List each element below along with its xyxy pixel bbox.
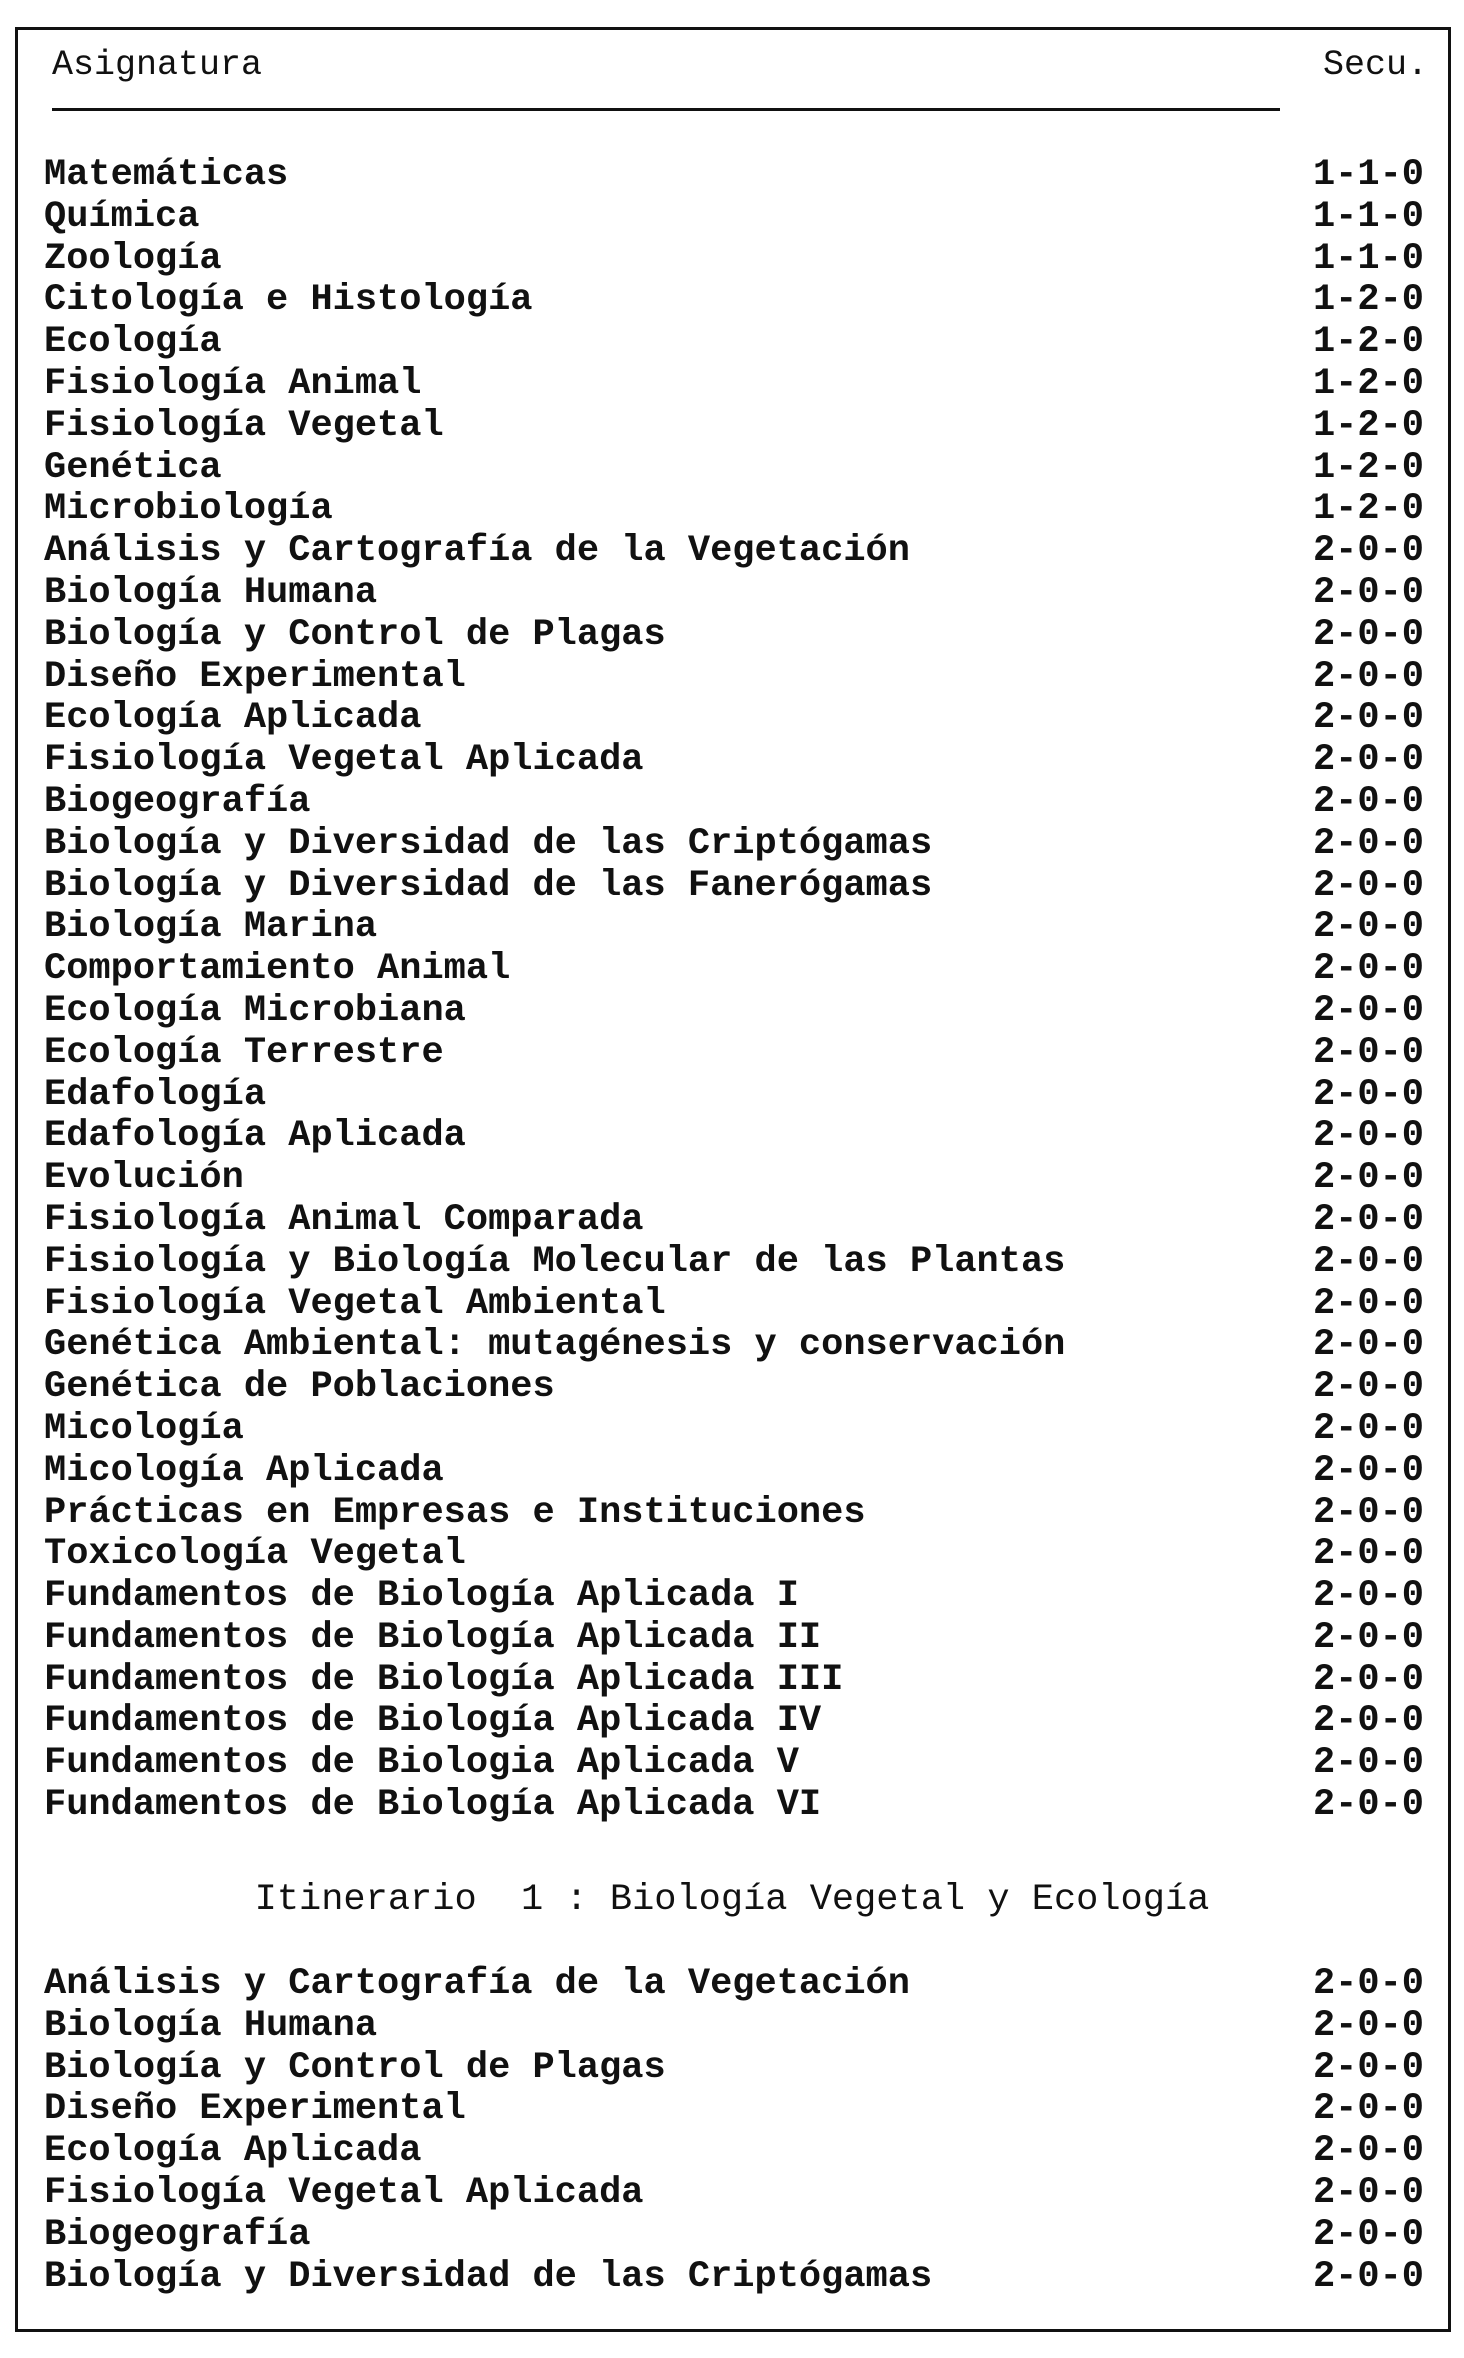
course-row	[44, 1743, 1424, 1785]
course-sequence-code: 2-0-0	[1312, 948, 1424, 991]
course-row	[44, 364, 1424, 406]
course-row	[44, 740, 1424, 782]
course-sequence-code: 2-0-0	[1312, 1575, 1424, 1618]
course-name: Zoología	[44, 237, 222, 280]
course-row	[44, 155, 1424, 197]
course-name: Fisiología Vegetal	[44, 404, 444, 447]
course-name: Evolución	[44, 1157, 244, 1200]
course-sequence-code: 2-0-0	[1312, 2255, 1424, 2298]
course-row	[44, 907, 1424, 949]
course-name: Ecología Terrestre	[44, 1031, 444, 1074]
course-row	[44, 1964, 1424, 2006]
course-row	[44, 1534, 1424, 1576]
course-name: Fisiología Animal Comparada	[44, 1198, 644, 1241]
course-name: Biología y Control de Plagas	[44, 613, 666, 656]
course-name: Fundamentos de Biología Aplicada III	[44, 1658, 844, 1701]
course-row	[44, 1200, 1424, 1242]
course-sequence-code: 2-0-0	[1312, 1784, 1424, 1827]
course-name: Biología y Control de Plagas	[44, 2046, 666, 2089]
course-sequence-code: 2-0-0	[1312, 530, 1424, 573]
course-sequence-code: 2-0-0	[1312, 697, 1424, 740]
course-name: Ecología Microbiana	[44, 989, 466, 1032]
course-sequence-code: 2-0-0	[1312, 1616, 1424, 1659]
course-name: Biología Marina	[44, 906, 378, 949]
course-name: Microbiología	[44, 488, 333, 531]
course-name: Fundamentos de Biologia Aplicada V	[44, 1742, 799, 1785]
course-sequence-code: 2-0-0	[1312, 1963, 1424, 2005]
course-row	[44, 991, 1424, 1033]
course-row	[44, 1367, 1424, 1409]
course-row	[44, 782, 1424, 824]
course-sequence-code: 2-0-0	[1312, 1533, 1424, 1576]
course-row	[44, 698, 1424, 740]
course-row	[44, 531, 1424, 573]
course-sequence-code: 1-2-0	[1312, 321, 1424, 364]
course-name: Citología e Histología	[44, 279, 533, 322]
course-name: Fundamentos de Biología Aplicada I	[44, 1575, 799, 1618]
course-sequence-code: 2-0-0	[1312, 2130, 1424, 2173]
course-sequence-code: 1-2-0	[1312, 446, 1424, 489]
course-row	[44, 573, 1424, 615]
course-sequence-code: 2-0-0	[1312, 1073, 1424, 1116]
course-row	[44, 1116, 1424, 1158]
course-sequence-code: 1-1-0	[1312, 237, 1424, 280]
course-sequence-code: 2-0-0	[1312, 1658, 1424, 1701]
course-sequence-code: 2-0-0	[1312, 1407, 1424, 1450]
course-name: Fisiología Vegetal Aplicada	[44, 739, 644, 782]
course-sequence-code: 2-0-0	[1312, 613, 1424, 656]
course-row	[44, 1075, 1424, 1117]
course-row	[44, 1284, 1424, 1326]
course-row	[44, 280, 1424, 322]
course-name: Comportamiento Animal	[44, 948, 511, 991]
course-row	[44, 1325, 1424, 1367]
course-row	[44, 2173, 1424, 2215]
course-name: Toxicología Vegetal	[44, 1533, 466, 1576]
course-sequence-code: 2-0-0	[1312, 1240, 1424, 1283]
course-sequence-code: 2-0-0	[1312, 1491, 1424, 1534]
course-row	[44, 2257, 1424, 2299]
course-name: Micología	[44, 1407, 244, 1450]
course-sequence-code: 2-0-0	[1312, 1282, 1424, 1325]
course-row	[44, 2048, 1424, 2090]
course-sequence-code: 2-0-0	[1312, 1031, 1424, 1074]
course-row	[44, 1785, 1424, 1827]
course-row	[44, 448, 1424, 490]
course-row	[44, 1242, 1424, 1284]
course-name: Fisiología Vegetal Ambiental	[44, 1282, 666, 1325]
course-name: Edafología	[44, 1073, 267, 1116]
course-sequence-code: 2-0-0	[1312, 2213, 1424, 2256]
sequence-column-header: Secu.	[1322, 45, 1428, 85]
course-row	[44, 406, 1424, 448]
course-sequence-code: 1-2-0	[1312, 488, 1424, 531]
course-row	[44, 1660, 1424, 1702]
course-sequence-code: 2-0-0	[1312, 1449, 1424, 1492]
course-sequence-code: 2-0-0	[1312, 989, 1424, 1032]
course-sequence-code: 2-0-0	[1312, 1157, 1424, 1200]
course-row	[44, 615, 1424, 657]
course-name: Diseño Experimental	[44, 2088, 466, 2131]
course-name: Ecología	[44, 321, 222, 364]
course-row	[44, 1409, 1424, 1451]
course-name: Genética de Poblaciones	[44, 1366, 555, 1409]
course-name: Fundamentos de Biología Aplicada II	[44, 1616, 822, 1659]
course-row	[44, 2131, 1424, 2173]
course-sequence-code: 2-0-0	[1312, 780, 1424, 823]
course-row	[44, 1493, 1424, 1535]
course-name: Biología y Diversidad de las Criptógamas	[44, 822, 933, 865]
course-name: Micología Aplicada	[44, 1449, 444, 1492]
course-row	[44, 866, 1424, 908]
course-sequence-code: 2-0-0	[1312, 1198, 1424, 1241]
course-name: Ecología Aplicada	[44, 697, 422, 740]
course-sequence-code: 2-0-0	[1312, 739, 1424, 782]
course-name: Análisis y Cartografía de la Vegetación	[44, 530, 910, 573]
course-name: Fisiología Animal	[44, 362, 422, 405]
course-row	[44, 1451, 1424, 1493]
course-name: Química	[44, 195, 200, 238]
course-name: Genética	[44, 446, 222, 489]
course-name: Fisiología Vegetal Aplicada	[44, 2171, 644, 2214]
course-row	[44, 1033, 1424, 1075]
course-name: Biología Humana	[44, 2004, 378, 2047]
course-sequence-code: 2-0-0	[1312, 1700, 1424, 1743]
course-name: Ecología Aplicada	[44, 2130, 422, 2173]
course-name: Fisiología y Biología Molecular de las Plantas	[44, 1240, 1066, 1283]
course-sequence-code: 2-0-0	[1312, 1366, 1424, 1409]
course-row	[44, 322, 1424, 364]
course-name: Biogeografía	[44, 2213, 311, 2256]
course-sequence-code: 1-2-0	[1312, 404, 1424, 447]
itinerary-title: Itinerario 1 : Biología Vegetal y Ecología	[254, 1879, 1210, 1921]
course-row	[44, 2215, 1424, 2257]
course-sequence-code: 1-1-0	[1312, 195, 1424, 238]
subject-column-header: Asignatura	[52, 45, 263, 85]
header-rule	[52, 108, 1280, 111]
course-sequence-code: 1-2-0	[1312, 279, 1424, 322]
course-sequence-code: 2-0-0	[1312, 655, 1424, 698]
course-name: Biología Humana	[44, 571, 378, 614]
course-sequence-code: 2-0-0	[1312, 2171, 1424, 2214]
itinerary-course-list	[44, 1964, 1424, 2298]
course-sequence-code: 2-0-0	[1312, 864, 1424, 907]
course-sequence-code: 2-0-0	[1312, 1324, 1424, 1367]
course-row	[44, 1618, 1424, 1660]
course-row	[44, 824, 1424, 866]
course-name: Biogeografía	[44, 780, 311, 823]
course-row	[44, 657, 1424, 699]
course-name: Biología y Diversidad de las Criptógamas	[44, 2255, 933, 2298]
course-row	[44, 197, 1424, 239]
course-row	[44, 1158, 1424, 1200]
course-name: Fundamentos de Biología Aplicada IV	[44, 1700, 822, 1743]
course-row	[44, 2089, 1424, 2131]
course-sequence-code: 2-0-0	[1312, 906, 1424, 949]
course-row	[44, 949, 1424, 991]
course-name: Prácticas en Empresas e Instituciones	[44, 1491, 866, 1534]
course-row	[44, 1701, 1424, 1743]
course-sequence-code: 2-0-0	[1312, 2088, 1424, 2131]
course-sequence-code: 2-0-0	[1312, 822, 1424, 865]
course-name: Edafología Aplicada	[44, 1115, 466, 1158]
course-row	[44, 1576, 1424, 1618]
course-name: Diseño Experimental	[44, 655, 466, 698]
course-list	[44, 155, 1424, 1827]
course-sequence-code: 1-1-0	[1312, 154, 1424, 196]
course-name: Genética Ambiental: mutagénesis y conservación	[44, 1324, 1066, 1367]
course-name: Análisis y Cartografía de la Vegetación	[44, 1963, 910, 2005]
course-name: Matemáticas	[44, 154, 289, 196]
course-row	[44, 2006, 1424, 2048]
course-row	[44, 489, 1424, 531]
course-sequence-code: 1-2-0	[1312, 362, 1424, 405]
course-name: Fundamentos de Biología Aplicada VI	[44, 1784, 822, 1827]
course-row	[44, 239, 1424, 281]
course-sequence-code: 2-0-0	[1312, 2046, 1424, 2089]
course-sequence-code: 2-0-0	[1312, 1742, 1424, 1785]
course-sequence-code: 2-0-0	[1312, 2004, 1424, 2047]
course-sequence-code: 2-0-0	[1312, 1115, 1424, 1158]
course-name: Biología y Diversidad de las Fanerógamas	[44, 864, 933, 907]
course-sequence-code: 2-0-0	[1312, 571, 1424, 614]
